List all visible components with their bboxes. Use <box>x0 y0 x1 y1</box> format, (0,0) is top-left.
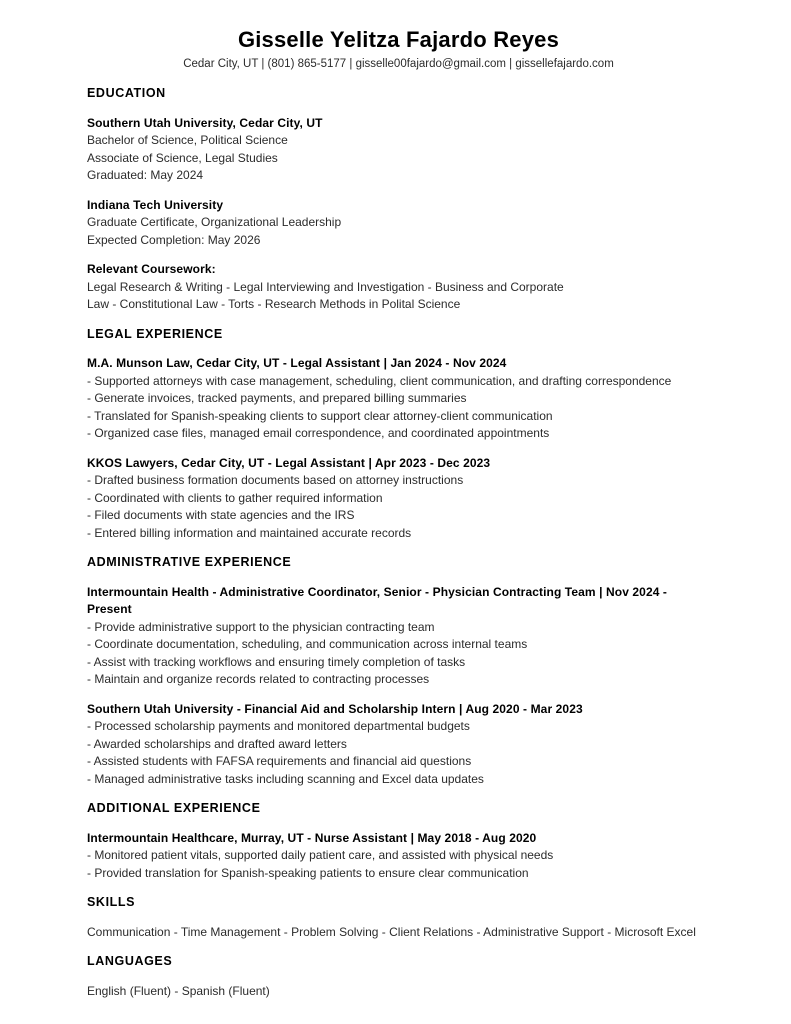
entry-lines <box>87 983 710 1001</box>
entry-lines <box>87 279 710 314</box>
resume-body <box>87 85 710 1000</box>
resume-section <box>87 554 710 788</box>
resume-section <box>87 894 710 941</box>
entry-line: - Processed scholarship payments and monitored departmental budgets <box>87 719 470 733</box>
entry-line: English (Fluent) - Spanish (Fluent) <box>87 983 270 998</box>
resume-entry <box>87 261 710 314</box>
section-heading: LEGAL EXPERIENCE <box>87 326 223 341</box>
resume-entry <box>87 701 710 789</box>
entry-line: - Entered billing information and maintained accurate records <box>87 525 412 540</box>
entry-line: - Generate invoices, tracked payments, and prepared billing summaries <box>87 391 467 405</box>
section-entries <box>87 115 710 314</box>
resume-section <box>87 800 710 882</box>
entry-lines <box>87 373 710 443</box>
entry-line: - Organized case files, managed email correspondence, and coordinated appointments <box>87 426 550 440</box>
entry-title: Intermountain Healthcare, Murray, UT - Nurse Assistant | May 2018 - Aug 2020 <box>87 830 537 845</box>
resume-entry <box>87 584 710 689</box>
entry-line: - Monitored patient vitals, supported daily patient care, and assisted with physical needs <box>87 848 554 862</box>
resume-section <box>87 85 710 314</box>
section-heading: ADDITIONAL EXPERIENCE <box>87 801 261 815</box>
entry-line: Graduate Certificate, Organizational Leadership <box>87 215 342 229</box>
entry-title: M.A. Munson Law, Cedar City, UT - Legal Assistant | Jan 2024 - Nov 2024 <box>87 356 507 370</box>
resume-entry <box>87 197 710 250</box>
resume-entry <box>87 455 710 543</box>
entry-lines <box>87 132 710 185</box>
entry-lines <box>87 847 710 882</box>
resume-section <box>87 326 710 543</box>
entry-lines <box>87 214 710 249</box>
entry-lines <box>87 619 710 689</box>
entry-line: - Drafted business formation documents based on attorney instructions <box>87 473 464 487</box>
entry-lines <box>87 472 710 542</box>
entry-line: - Coordinate documentation, scheduling, and communication across internal teams <box>87 637 528 651</box>
section-entries <box>87 355 710 542</box>
section-heading: ADMINISTRATIVE EXPERIENCE <box>87 555 292 569</box>
entry-line: - Awarded scholarships and drafted award letters <box>87 736 347 751</box>
entry-title: Southern Utah University, Cedar City, UT <box>87 115 323 130</box>
entry-line: - Managed administrative tasks including scanning and Excel data updates <box>87 771 484 786</box>
entry-lines <box>87 718 710 788</box>
entry-line: Associate of Science, Legal Studies <box>87 150 278 165</box>
section-entries <box>87 584 710 789</box>
section-entries <box>87 983 710 1001</box>
resume-entry <box>87 355 710 443</box>
resume-header <box>87 26 710 73</box>
entry-line: - Filed documents with state agencies and the IRS <box>87 508 355 522</box>
entry-title: KKOS Lawyers, Cedar City, UT - Legal Assistant | Apr 2023 - Dec 2023 <box>87 455 491 470</box>
entry-line: - Supported attorneys with case management, scheduling, client communication, and drafting correspondence <box>87 373 672 388</box>
entry-line: Expected Completion: May 2026 <box>87 232 261 247</box>
entry-line: - Assist with tracking workflows and ensuring timely completion of tasks <box>87 654 466 669</box>
entry-lines <box>87 924 710 942</box>
entry-line: - Provide administrative support to the physician contracting team <box>87 619 435 634</box>
entry-line: - Assisted students with FAFSA requirements and financial aid questions <box>87 754 472 768</box>
entry-line: - Translated for Spanish-speaking clients to support clear attorney-client communication <box>87 408 553 423</box>
entry-line: - Provided translation for Spanish-speaking patients to ensure clear communication <box>87 865 529 880</box>
entry-line: Legal Research & Writing - Legal Interviewing and Investigation - Business and Corporate <box>87 279 564 294</box>
resume-entry <box>87 830 710 883</box>
resume-entry <box>87 115 710 185</box>
section-heading: SKILLS <box>87 895 136 909</box>
entry-title: Intermountain Health - Administrative Coordinator, Senior - Physician Contracting Team | Nov 2024 - Present <box>87 584 668 616</box>
entry-title: Indiana Tech University <box>87 197 224 212</box>
entry-line: Communication - Time Management - Problem Solving - Client Relations - Administrative Support - Microsoft Excel <box>87 924 696 939</box>
resume-entry <box>87 983 710 1001</box>
entry-title: Southern Utah University - Financial Aid and Scholarship Intern | Aug 2020 - Mar 2023 <box>87 701 583 716</box>
entry-line: Graduated: May 2024 <box>87 168 204 182</box>
section-entries <box>87 924 710 942</box>
section-heading: EDUCATION <box>87 86 166 100</box>
entry-line: Law - Constitutional Law - Torts - Research Methods in Polital Science <box>87 297 461 311</box>
resume-entry <box>87 924 710 942</box>
resume-section <box>87 953 710 1000</box>
entry-title: Relevant Coursework: <box>87 262 216 276</box>
entry-line: Bachelor of Science, Political Science <box>87 133 288 147</box>
entry-line: - Maintain and organize records related to contracting processes <box>87 672 430 686</box>
entry-line: - Coordinated with clients to gather required information <box>87 490 383 505</box>
candidate-name: Gisselle Yelitza Fajardo Reyes <box>237 27 560 52</box>
section-heading: LANGUAGES <box>87 954 173 968</box>
contact-line: Cedar City, UT | (801) 865-5177 | gisselle00fajardo@gmail.com | gissellefajardo.com <box>183 58 614 70</box>
section-entries <box>87 830 710 883</box>
